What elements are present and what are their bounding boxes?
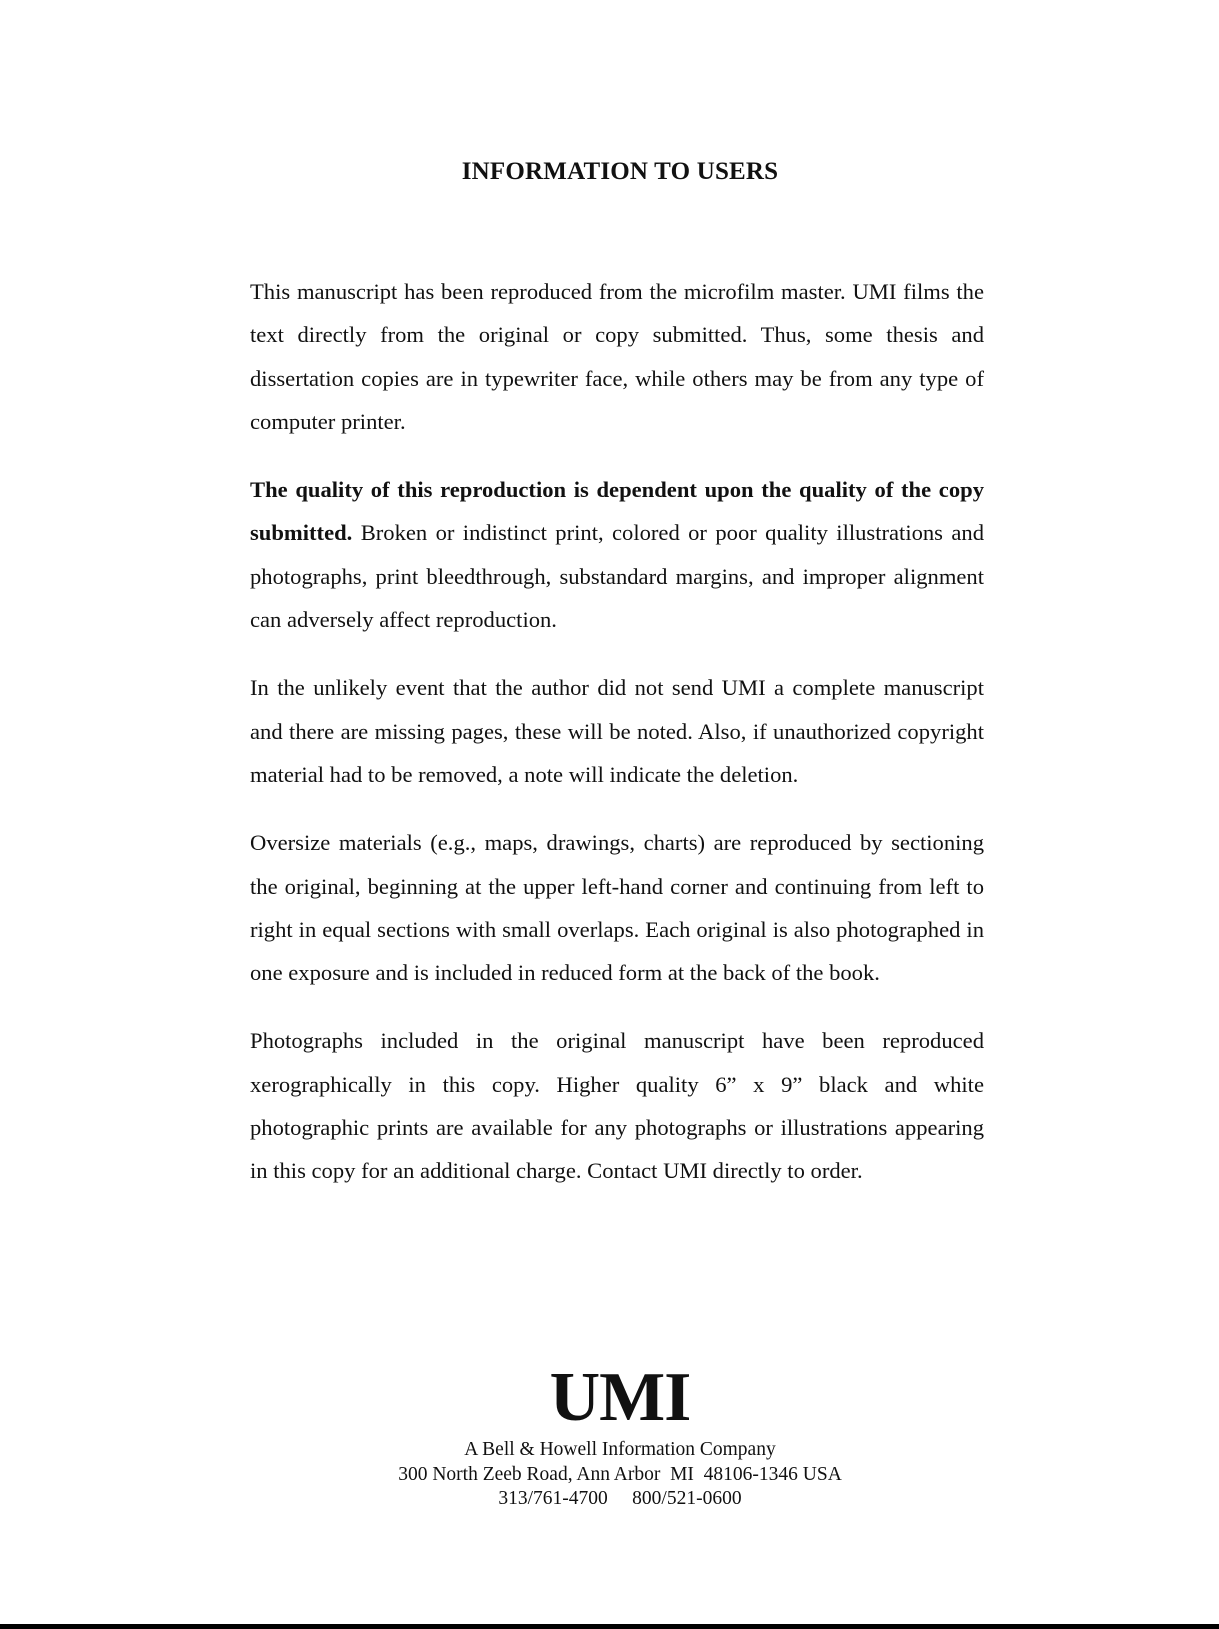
- paragraph-oversize: [250, 821, 984, 994]
- umi-logo: UMI: [549, 1359, 691, 1436]
- page-title: INFORMATION TO USERS: [461, 158, 779, 185]
- bottom-border: [0, 1624, 1219, 1629]
- paragraph-text: Photographs included in the original manuscript have been reproduced xerographically in this copy. Higher quality 6” x 9” black and white photographic prints are available for any photographs or illustrations appearing in this copy for an additional charge. Contact UMI directly to order.: [250, 1028, 984, 1184]
- company-footer: [0, 1438, 1219, 1512]
- company-address: 300 North Zeeb Road, Ann Arbor MI 48106-1346 USA: [398, 1463, 842, 1485]
- paragraph-missing-pages: [250, 666, 984, 796]
- paragraph-text: Broken or indistinct print, colored or poor quality illustrations and photographs, print bleedthrough, substandard margins, and improper alignment can adversely affect reproduction.: [250, 520, 984, 633]
- paragraph-photographs: [250, 1019, 984, 1192]
- paragraph-quality: [250, 468, 984, 641]
- company-phones: 313/761-4700 800/521-0600: [498, 1488, 742, 1509]
- paragraph-text: Oversize materials (e.g., maps, drawings, charts) are reproduced by sectioning the original, beginning at the upper left-hand corner and continuing from left to right in equal sections with small overlaps. Each original is also photographed in one exposure and is included in reduced form at the back of the book.: [250, 830, 984, 986]
- paragraph-bold-lead: The quality of this reproduction is dependent upon the quality of the copy submitted.: [250, 477, 984, 546]
- company-name: A Bell & Howell Information Company: [464, 1439, 776, 1460]
- paragraph-text: This manuscript has been reproduced from the microfilm master. UMI films the text directly from the original or copy submitted. Thus, some thesis and dissertation copies are in typewriter face, while others may be from any type of computer printer.: [250, 279, 984, 434]
- paragraph-text: In the unlikely event that the author did not send UMI a complete manuscript and there are missing pages, these will be noted. Also, if unauthorized copyright material had to be removed, a note will indicate the deletion.: [250, 675, 984, 787]
- paragraph-reproduction: [250, 270, 984, 443]
- notice-body: [250, 270, 984, 1218]
